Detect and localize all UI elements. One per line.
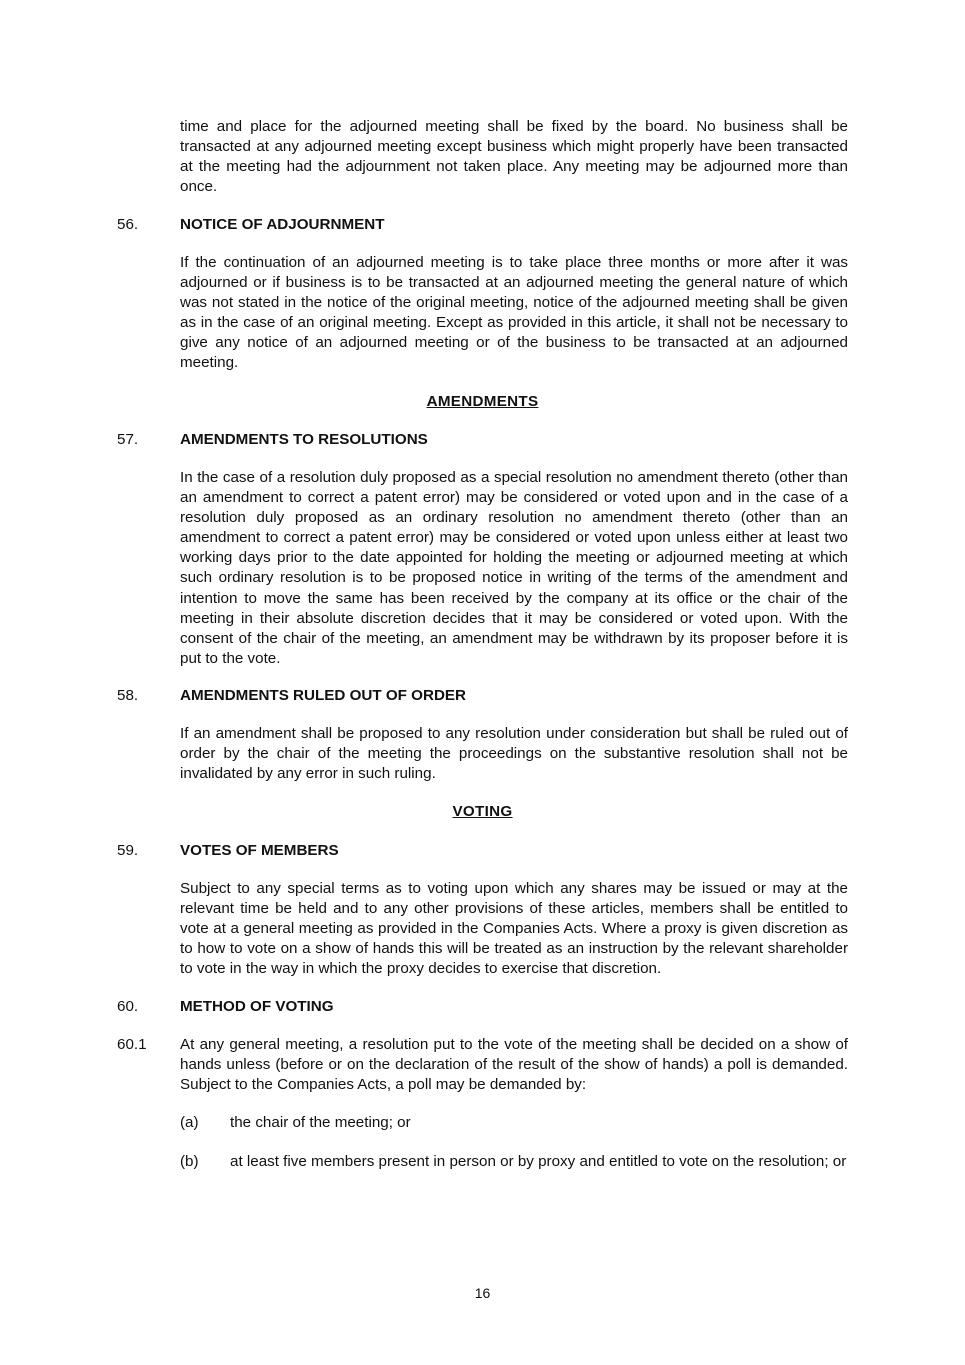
article-58-number: 58. [117, 687, 139, 704]
article-58-heading: AMENDMENTS RULED OUT OF ORDER [180, 687, 467, 704]
section-heading-voting: VOTING [452, 803, 513, 820]
article-59-text: Subject to any special terms as to voting upon which any shares may be issued or may at the relevant time be held and to any other provisions of these articles, members shall be entitled to vote at a general meeting as provided in the Companies Acts. Where a proxy is given discretion as to how to vote on a show of hands this will be treated as an instruction by the relevant shareholder to vote in the way in which the proxy decides to exercise that discretion. [180, 880, 848, 978]
article-56-text: If the continuation of an adjourned meeting is to take place three months or more after it was adjourned or if business is to be transacted at an adjourned meeting the general nature of which was not stated in the notice of the original meeting, notice of the adjourned meeting shall be given as in the case of an original meeting. Except as provided in this article, it shall not be necessary to give any notice of an adjourned meeting or of the business to be transacted at an adjourned meeting. [180, 254, 848, 372]
article-57-heading: AMENDMENTS TO RESOLUTIONS [180, 431, 428, 448]
article-58-text: If an amendment shall be proposed to any resolution under consideration but shall be ruled out of order by the chair of the meeting the proceedings on the substantive resolution shall not be invalidated by any error in such ruling. [180, 725, 848, 783]
list-item-text: at least five members present in person or by proxy and entitled to vote on the resolution; or [230, 1153, 847, 1170]
list-item-label: (a) [180, 1114, 199, 1131]
article-57-number: 57. [117, 431, 139, 448]
article-56-heading: NOTICE OF ADJOURNMENT [180, 216, 385, 233]
page-number: 16 [474, 1285, 491, 1301]
article-60-1-text: At any general meeting, a resolution put to the vote of the meeting shall be decided on a show of hands unless (before or on the declaration of the result of the show of hands) a poll is demanded. Subject to the Companies Acts, a poll may be demanded by: [180, 1036, 848, 1094]
list-item-label: (b) [180, 1153, 199, 1170]
article-57-text: In the case of a resolution duly proposed as a special resolution no amendment thereto (other than an amendment to correct a patent error) may be considered or voted upon and in the case of a resolution duly proposed as an ordinary resolution no amendment thereto (other than an amendment to correct a patent error) may be considered or voted upon unless either at least two working days prior to the date appointed for holding the meeting or adjourned meeting at which such ordinary resolution is to be proposed notice in writing of the terms of the amendment and intention to move the same has been received by the company at its office or the chair of the meeting in their absolute discretion decides that it may be considered or voted upon. With the consent of the chair of the meeting, an amendment may be withdrawn by its proposer before it is put to the vote. [180, 469, 848, 667]
continuation-paragraph: time and place for the adjourned meeting shall be fixed by the board. No business shall be transacted at any adjourned meeting except business which might properly have been transacted at the meeting had the adjournment not taken place. Any meeting may be adjourned more than once. [180, 118, 848, 196]
article-59-heading: VOTES OF MEMBERS [180, 842, 339, 859]
article-60-heading: METHOD OF VOTING [180, 998, 334, 1015]
article-60-1-number: 60.1 [117, 1036, 147, 1053]
article-56-number: 56. [117, 216, 139, 233]
article-59-number: 59. [117, 842, 139, 859]
article-60-number: 60. [117, 998, 139, 1015]
list-item-text: the chair of the meeting; or [230, 1114, 411, 1131]
section-heading-amendments: AMENDMENTS [426, 393, 539, 410]
